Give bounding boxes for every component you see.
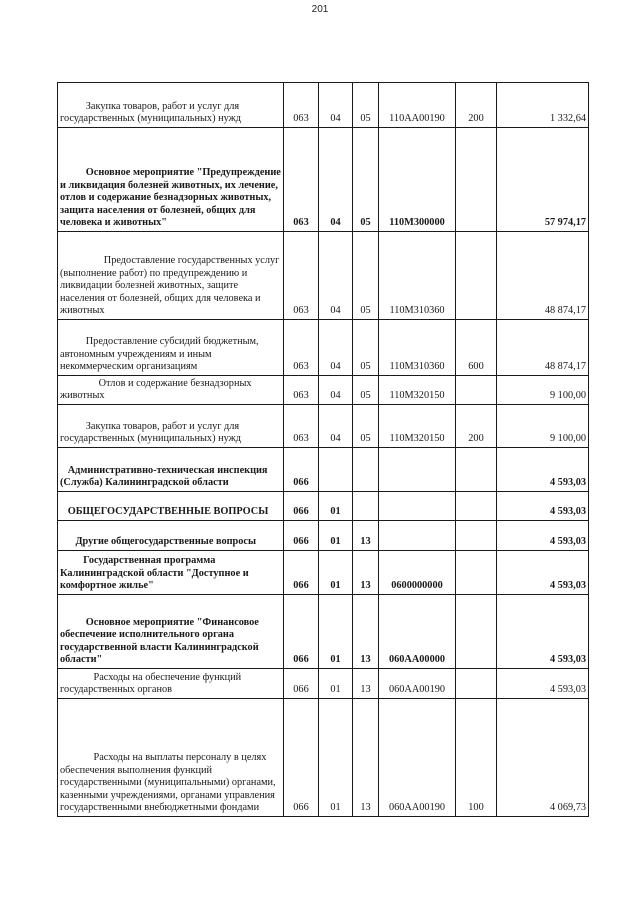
sum-value: 4 069,73 xyxy=(497,699,589,817)
ministry-code: 063 xyxy=(284,83,319,128)
expense-type-code xyxy=(456,595,497,669)
subsection-code: 05 xyxy=(353,320,379,376)
subsection-code: 05 xyxy=(353,376,379,405)
table-row xyxy=(58,699,589,817)
section-code: 01 xyxy=(319,595,353,669)
subsection-code: 13 xyxy=(353,521,379,551)
ministry-code: 066 xyxy=(284,595,319,669)
table-row xyxy=(58,320,589,376)
row-name: Другие общегосударственные вопросы xyxy=(58,521,284,551)
table-row xyxy=(58,405,589,448)
ministry-code: 063 xyxy=(284,232,319,320)
budget-table xyxy=(57,82,589,817)
row-name: Предоставление субсидий бюджетным, автономным учреждениям и иным некоммерческим организациям xyxy=(58,320,284,376)
ministry-code: 063 xyxy=(284,376,319,405)
ministry-code: 066 xyxy=(284,699,319,817)
ministry-code: 066 xyxy=(284,521,319,551)
table-row xyxy=(58,595,589,669)
target-article-code xyxy=(379,448,456,492)
subsection-code: 13 xyxy=(353,595,379,669)
sum-value: 4 593,03 xyxy=(497,492,589,521)
section-code: 01 xyxy=(319,521,353,551)
expense-type-code xyxy=(456,521,497,551)
section-code: 04 xyxy=(319,320,353,376)
row-name: Предоставление государственных услуг (выполнение работ) по предупреждению и ликвидации болезней животных, защите населения от болезней, общих для человека и животных xyxy=(58,232,284,320)
expense-type-code xyxy=(456,492,497,521)
expense-type-code xyxy=(456,669,497,699)
sum-value: 4 593,03 xyxy=(497,595,589,669)
table-row xyxy=(58,521,589,551)
subsection-code: 13 xyxy=(353,551,379,595)
section-code: 04 xyxy=(319,376,353,405)
section-code: 01 xyxy=(319,492,353,521)
subsection-code: 05 xyxy=(353,232,379,320)
row-name: Основное мероприятие "Предупреждение и ликвидация болезней животных, их лечение, отлов и содержание безнадзорных животных, защита населения от болезней, общих для человека и животных" xyxy=(58,128,284,232)
expense-type-code xyxy=(456,376,497,405)
target-article-code: 110М310360 xyxy=(379,232,456,320)
table-row xyxy=(58,551,589,595)
section-code: 01 xyxy=(319,669,353,699)
expense-type-code xyxy=(456,232,497,320)
subsection-code xyxy=(353,448,379,492)
section-code: 04 xyxy=(319,405,353,448)
row-name: Отлов и содержание безнадзорных животных xyxy=(58,376,284,405)
target-article-code xyxy=(379,521,456,551)
subsection-code: 05 xyxy=(353,83,379,128)
target-article-code xyxy=(379,492,456,521)
row-name: Основное мероприятие "Финансовое обеспечение исполнительного органа государственной власти Калининградской области" xyxy=(58,595,284,669)
target-article-code: 110М320150 xyxy=(379,405,456,448)
expense-type-code xyxy=(456,128,497,232)
ministry-code: 066 xyxy=(284,448,319,492)
ministry-code: 063 xyxy=(284,320,319,376)
subsection-code xyxy=(353,492,379,521)
subsection-code: 13 xyxy=(353,699,379,817)
expense-type-code: 200 xyxy=(456,83,497,128)
section-code xyxy=(319,448,353,492)
expense-type-code: 100 xyxy=(456,699,497,817)
section-code: 01 xyxy=(319,699,353,817)
target-article-code: 110М300000 xyxy=(379,128,456,232)
expense-type-code: 600 xyxy=(456,320,497,376)
table-row xyxy=(58,669,589,699)
sum-value: 9 100,00 xyxy=(497,405,589,448)
row-name: ОБЩЕГОСУДАРСТВЕННЫЕ ВОПРОСЫ xyxy=(58,492,284,521)
sum-value: 57 974,17 xyxy=(497,128,589,232)
ministry-code: 066 xyxy=(284,669,319,699)
target-article-code: 0600000000 xyxy=(379,551,456,595)
ministry-code: 063 xyxy=(284,128,319,232)
sum-value: 9 100,00 xyxy=(497,376,589,405)
expense-type-code: 200 xyxy=(456,405,497,448)
target-article-code: 110АА00190 xyxy=(379,83,456,128)
row-name: Закупка товаров, работ и услуг для государственных (муниципальных) нужд xyxy=(58,405,284,448)
subsection-code: 13 xyxy=(353,669,379,699)
row-name: Расходы на обеспечение функций государственных органов xyxy=(58,669,284,699)
table-row xyxy=(58,83,589,128)
sum-value: 48 874,17 xyxy=(497,320,589,376)
expense-type-code xyxy=(456,551,497,595)
target-article-code: 060АА00190 xyxy=(379,699,456,817)
row-name: Закупка товаров, работ и услуг для государственных (муниципальных) нужд xyxy=(58,83,284,128)
table-row xyxy=(58,232,589,320)
subsection-code: 05 xyxy=(353,405,379,448)
target-article-code: 060АА00000 xyxy=(379,595,456,669)
section-code: 04 xyxy=(319,232,353,320)
sum-value: 4 593,03 xyxy=(497,551,589,595)
page-number: 201 xyxy=(311,4,329,15)
ministry-code: 063 xyxy=(284,405,319,448)
section-code: 01 xyxy=(319,551,353,595)
row-name: Административно-техническая инспекция (Служба) Калининградской области xyxy=(58,448,284,492)
target-article-code: 110М310360 xyxy=(379,320,456,376)
ministry-code: 066 xyxy=(284,492,319,521)
sum-value: 1 332,64 xyxy=(497,83,589,128)
section-code: 04 xyxy=(319,128,353,232)
target-article-code: 060АА00190 xyxy=(379,669,456,699)
subsection-code: 05 xyxy=(353,128,379,232)
row-name: Расходы на выплаты персоналу в целях обеспечения выполнения функций государственными (муниципальными) органами, казенными учреждениями, органами управления государственными внебюджетными фондами xyxy=(58,699,284,817)
sum-value: 4 593,03 xyxy=(497,521,589,551)
section-code: 04 xyxy=(319,83,353,128)
table-row xyxy=(58,492,589,521)
row-name: Государственная программа Калининградской области "Доступное и комфортное жилье" xyxy=(58,551,284,595)
sum-value: 4 593,03 xyxy=(497,669,589,699)
table-row xyxy=(58,376,589,405)
target-article-code: 110М320150 xyxy=(379,376,456,405)
table-row xyxy=(58,128,589,232)
table-row xyxy=(58,448,589,492)
ministry-code: 066 xyxy=(284,551,319,595)
expense-type-code xyxy=(456,448,497,492)
sum-value: 4 593,03 xyxy=(497,448,589,492)
sum-value: 48 874,17 xyxy=(497,232,589,320)
